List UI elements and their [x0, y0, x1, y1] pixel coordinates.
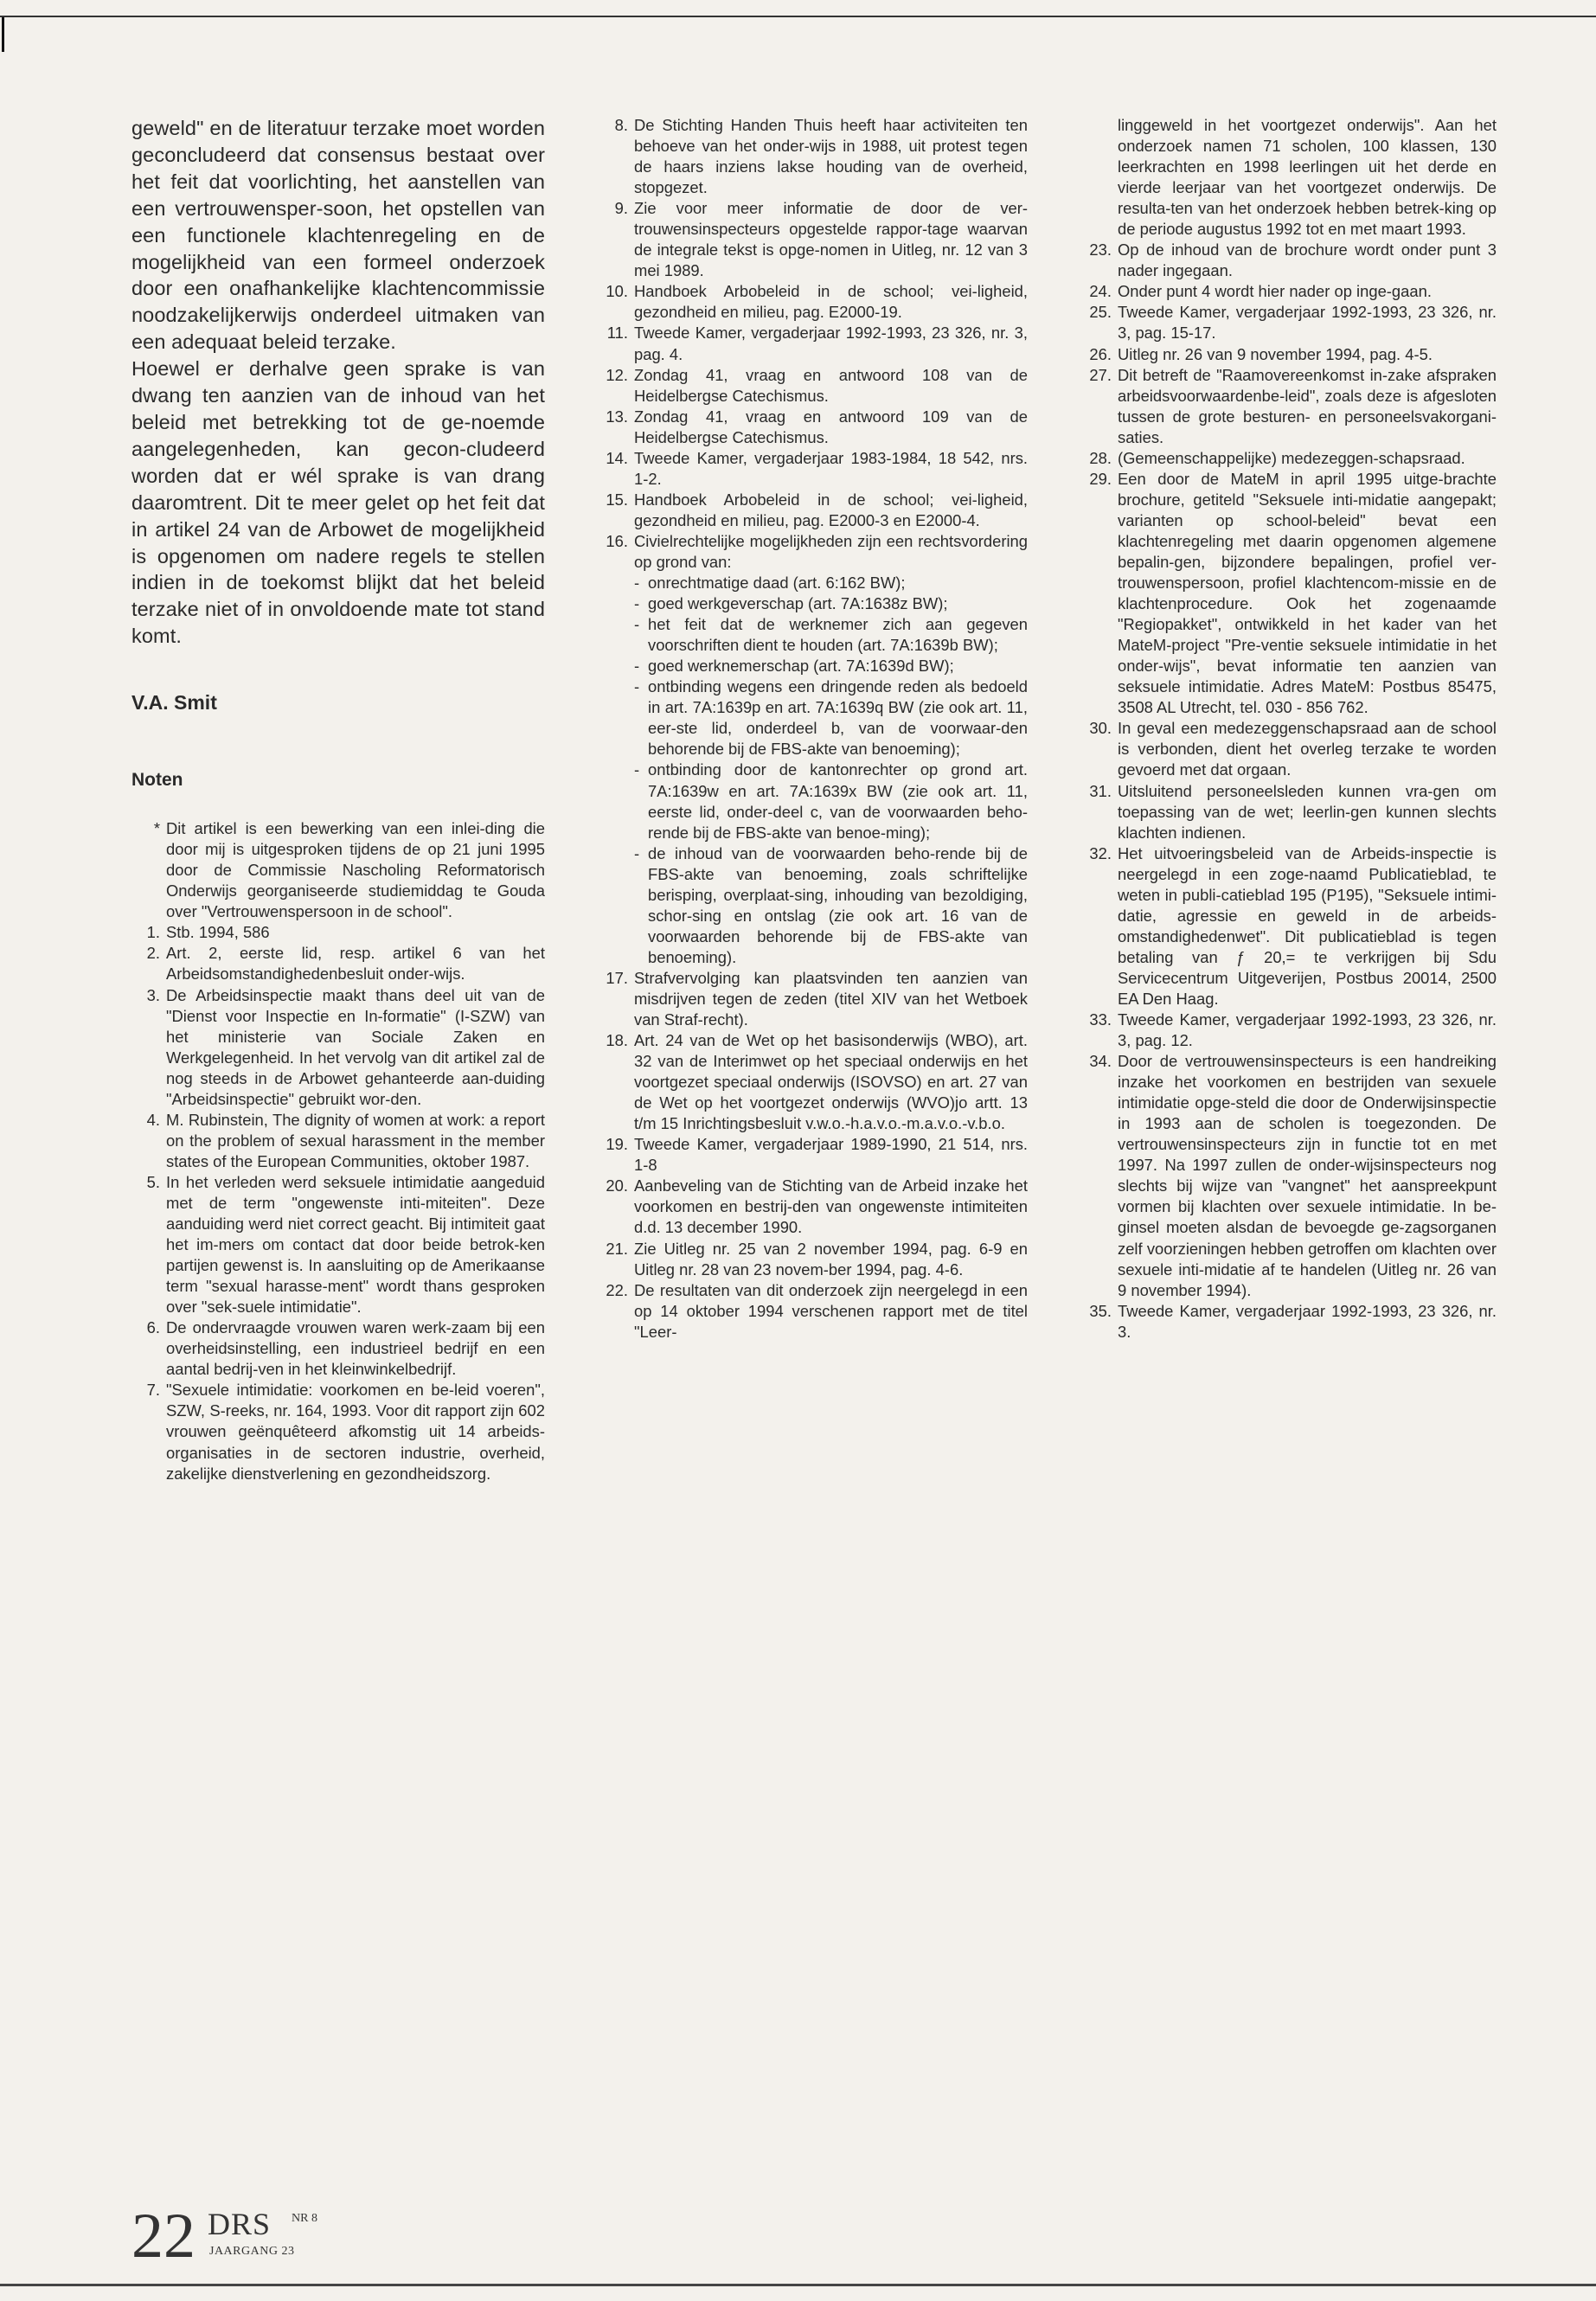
list-item-text: onrechtmatige daad (art. 6:162 BW);: [648, 574, 906, 593]
footnote: [131, 1110, 545, 1172]
footnote-text: Zie Uitleg nr. 25 van 2 november 1994, pag. 6-9 en Uitleg nr. 28 van 23 novem-ber 1994, pag. 4-6.: [634, 1239, 1028, 1279]
column-3: [1083, 115, 1497, 1343]
footnote-number: 22.: [606, 1280, 628, 1299]
footnote: [1083, 1051, 1497, 1301]
footnote-text: Tweede Kamer, vergaderjaar 1992-1993, 23 326, nr. 3, pag. 15-17.: [1118, 303, 1497, 343]
footnote-text: (Gemeenschappelijke) medezeggen-schapsraad.: [1118, 448, 1465, 467]
footnote-text: Tweede Kamer, vergaderjaar 1992-1993, 23 326, nr. 3.: [1118, 1301, 1497, 1341]
footnote: [599, 1134, 1028, 1176]
footnote-number: 15.: [606, 490, 628, 509]
footnote-continuation: [1083, 115, 1497, 240]
footnote-number: 31.: [1089, 781, 1112, 800]
footnote: [599, 115, 1028, 198]
bottom-rule: [0, 2284, 1596, 2286]
notes-heading: Noten: [131, 770, 183, 791]
body-paragraph: geweld" en de literatuur terzake moet worden geconcludeerd dat consensus bestaat over het feit dat voorlichting, het aanstellen van een vertrouwensper-soon, het opstellen van een functionele klachtenregeling en de mogelijkheid van een formeel onderzoek door een onafhankelijke klachtencommissie noodzakelijkerwijs onderdeel uitmaken van een adequaat beleid terzake.: [131, 117, 545, 354]
footnote-text: Tweede Kamer, vergaderjaar 1983-1984, 18 542, nrs. 1-2.: [634, 448, 1028, 488]
footnote-text: Tweede Kamer, vergaderjaar 1989-1990, 21 514, nrs. 1-8: [634, 1135, 1028, 1175]
footnote-text: De Stichting Handen Thuis heeft haar activiteiten ten behoeve van het onder-wijs in 1988, uit protest tegen de haars inziens lakse houding van de overheid, stopgezet.: [634, 116, 1028, 197]
footnote-text: Door de vertrouwensinspecteurs is een handreiking inzake het voorkomen en bestrijden van sexuele intimidatie opge-steld die door de Onderwijsinspectie in 1993 aan de scholen is toegezonden. De vertrouwensinspecteurs zijn in functie tot en met 1997. Na 1997 zullen de onder-wijsinspecteurs nog slechts bij wijze van "vangnet" het aanspreekpunt vormen bij klachten over sexuele intimidatie. In be-ginsel moeten alsdan de bevoegde ge-zagsorganen zelf voorzieningen hebben getroffen om klachten over sexuele inti-midatie af te handelen (Uitleg nr. 26 van 9 november 1994).: [1118, 1052, 1497, 1299]
footnote-text: Het uitvoeringsbeleid van de Arbeids-inspectie is neergelegd in een zoge-naamd Publicatieblad, te weten in publi-catieblad 195 (P195), "Seksuele intimi-datie, agressie en geweld in de arbeids-omstandighedenwet". Dit publicatieblad is tegen betaling van ƒ 20,= te verkrijgen bij Sdu Servicecentrum Uitgeverijen, Postbus 20014, 2500 EA Den Haag.: [1118, 843, 1497, 1008]
footnote-number: 19.: [606, 1135, 628, 1154]
footnote-text: Op de inhoud van de brochure wordt onder punt 3 nader ingegaan.: [1118, 240, 1497, 280]
body-paragraph: Hoewel er derhalve geen sprake is van dwang ten aanzien van de inhoud van het beleid met betrekking tot de ge-noemde aangelegenheden, kan gecon-cludeerd worden dat er wél sprake is van drang daaromtrent. Dit te meer gelet op het feit dat in artikel 24 van de Arbowet de mogelijkheid is opgenomen om nadere regels te stellen indien in de toekomst blijkt dat het beleid terzake niet of in onvoldoende mate tot stand komt.: [131, 357, 545, 648]
footnote-text: Uitleg nr. 26 van 9 november 1994, pag. 4-5.: [1118, 344, 1433, 363]
footnote-list-item: - goed werkgeverschap (art. 7A:1638z BW);: [634, 593, 1028, 614]
footnote-number: 21.: [606, 1239, 628, 1258]
author-name: V.A. Smit: [131, 691, 217, 715]
footnote-text: Een door de MateM in april 1995 uitge-brachte brochure, getiteld "Seksuele inti-midatie aangepakt; varianten op school-beleid" bevat een klachtenregeling met daarin opgenomen algemene bepalin-gen, bijzondere bepalingen, profiel ver-trouwenspersoon, profiel klachtencom-missie en de klachtenprocedure. Ook het zogenaamde "Regiopakket", ontwikkeld in het kader van het MateM-project "Pre-ventie seksuele intimidatie in het onder-wijs", bevat informatie ten aanzien van seksuele intimidatie. Adres MateM: Postbus 85475, 3508 AL Utrecht, tel. 030 - 856 762.: [1118, 469, 1497, 717]
footnote-number: 20.: [606, 1176, 628, 1195]
footnote-number: 14.: [606, 448, 628, 467]
footnote-number: 3.: [146, 985, 160, 1004]
footnote-number: 16.: [606, 531, 628, 550]
footnote-number: 13.: [606, 407, 628, 426]
footnote: [131, 922, 545, 943]
journal-name: DRS: [208, 2207, 272, 2241]
footnote-list-item: - onrechtmatige daad (art. 6:162 BW);: [634, 573, 1028, 593]
footnote-number: 32.: [1089, 843, 1112, 862]
footnote-number: 2.: [146, 944, 160, 963]
footnote-number: 28.: [1089, 448, 1112, 467]
footnote: [131, 1317, 545, 1380]
footnote-text: Tweede Kamer, vergaderjaar 1992-1993, 23 326, nr. 3, pag. 12.: [1118, 1010, 1497, 1050]
footnote-text: linggeweld in het voortgezet onderwijs". Aan het onderzoek namen 71 scholen, 100 klassen, 130 leerkrachten en 1998 leerlingen uit het derde en vierde leerjaar van het voortgezet onderwijs. De resulta-ten van het onderzoek hebben betrek-king op de periode augustus 1992 tot en met maart 1993.: [1118, 116, 1497, 239]
footnote-text: Handboek Arbobeleid in de school; vei-ligheid, gezondheid en milieu, pag. E2000-3 en E2000-4.: [634, 490, 1028, 529]
footnote: [599, 365, 1028, 407]
footnote-text: Uitsluitend personeelsleden kunnen vra-gen om toepassing van de wet; leerlin-gen kunnen slechts klachten indienen.: [1118, 781, 1497, 842]
footnote-text: In geval een medezeggenschapsraad aan de school is verbonden, dient het overleg terzake te worden gevoerd met dat orgaan.: [1118, 719, 1497, 779]
footnote: [599, 407, 1028, 448]
footnote-number: 23.: [1089, 240, 1112, 260]
footnote-text: Civielrechtelijke mogelijkheden zijn een rechtsvordering op grond van:: [634, 531, 1028, 571]
footnote: [599, 1239, 1028, 1280]
footnote: [131, 1172, 545, 1317]
footnote-text: De resultaten van dit onderzoek zijn neergelegd in een op 14 oktober 1994 verschenen rapport met de titel "Leer-: [634, 1280, 1028, 1341]
page-footer: [131, 2201, 355, 2272]
footnote-number: 12.: [606, 365, 628, 384]
footnote: [131, 1380, 545, 1484]
footnote-number: 4.: [146, 1110, 160, 1129]
footnote: [599, 531, 1028, 968]
footnote: [599, 968, 1028, 1030]
footnote-list-item: - het feit dat de werknemer zich aan gegeven voorschriften dient te houden (art. 7A:1639b BW);: [634, 614, 1028, 656]
footnote-list-item: - ontbinding wegens een dringende reden als bedoeld in art. 7A:1639p en art. 7A:1639q BW (zie ook art. 11, eer-ste lid, onderdeel b, van de voorwaar-den behorende bij de FBS-akte van benoeming);: [634, 676, 1028, 760]
list-item-text: goed werknemerschap (art. 7A:1639d BW);: [648, 657, 954, 676]
column-1: [131, 115, 545, 1484]
footnote-text: Zondag 41, vraag en antwoord 108 van de Heidelbergse Catechismus.: [634, 365, 1028, 405]
page-edge-mark: [2, 17, 4, 52]
footnote: [1083, 1301, 1497, 1343]
footnote: [1083, 365, 1497, 448]
footnote: [1083, 302, 1497, 343]
issue-number: NR 8: [292, 2212, 317, 2225]
footnote-number: 29.: [1089, 469, 1112, 488]
footnote-text: Onder punt 4 wordt hier nader op inge-gaan.: [1118, 282, 1432, 301]
footnote-text: Aanbeveling van de Stichting van de Arbeid inzake het voorkomen en bestrij-den van ongewenste intimiteiten d.d. 13 december 1990.: [634, 1176, 1028, 1237]
footnote-number: 30.: [1089, 719, 1112, 738]
footnote-number: *: [153, 819, 160, 838]
list-item-text: de inhoud van de voorwaarden beho-rende bij de FBS-akte van benoeming, zoals schriftelijke berisping, overplaat-sing, inhouding van bezoldiging, schor-sing en ontslag (zie ook art. 16 van de voorwaarden behorende bij de FBS-akte van benoeming).: [648, 843, 1028, 966]
footnote-number: 10.: [606, 282, 628, 301]
volume-label: JAARGANG 23: [209, 2245, 295, 2258]
footnote-text: "Sexuele intimidatie: voorkomen en be-leid voeren", SZW, S-reeks, nr. 164, 1993. Voor dit rapport zijn 602 vrouwen geënquêteerd afkomstig uit 14 arbeids-organisaties in de sectoren industrie, overheid, zakelijke dienstverlening en gezondheidszorg.: [166, 1381, 545, 1483]
footnote-number: 8.: [614, 116, 628, 134]
top-rule: [0, 16, 1596, 17]
list-item-text: ontbinding door de kantonrechter op grond art. 7A:1639w en art. 7A:1639x BW (zie ook art. 11, eerste lid, onder-deel c, van de voorwaarden beho-rende bij de FBS-akte van benoe-ming);: [648, 760, 1028, 842]
footnote: [599, 1030, 1028, 1134]
footnote-text: Zondag 41, vraag en antwoord 109 van de Heidelbergse Catechismus.: [634, 407, 1028, 446]
footnote-text: De ondervraagde vrouwen waren werk-zaam bij een overheidsinstelling, een industrieel bedrijf en een aantal bedrij-ven in het kleinwinkelbedrijf.: [166, 1318, 545, 1379]
footnote: [599, 198, 1028, 281]
footnote: [599, 490, 1028, 531]
footnote-body: [634, 531, 1028, 968]
footnote: [131, 818, 545, 922]
footnote-number: 9.: [614, 199, 628, 218]
footnote: [1083, 1009, 1497, 1051]
footnote-text: Art. 2, eerste lid, resp. artikel 6 van het Arbeidsomstandighedenbesluit onder-wijs.: [166, 944, 545, 984]
footnote-text: Art. 24 van de Wet op het basisonderwijs (WBO), art. 32 van de Interimwet op het speciaal onderwijs en het voortgezet speciaal onderwijs (ISOVSO) en art. 27 van de Wet op het voortgezet onderwijs (WVO)jo artt. 13 t/m 15 Inrichtingsbesluit v.w.o.-h.a.v.o.-m.a.v.o.-v.b.o.: [634, 1031, 1028, 1133]
footnote-number: 25.: [1089, 303, 1112, 322]
footnote-number: 18.: [606, 1031, 628, 1050]
footnote: [1083, 469, 1497, 719]
footnote: [1083, 344, 1497, 365]
footnote: [599, 323, 1028, 364]
footnote-text: In het verleden werd seksuele intimidatie aangeduid met de term "ongewenste inti-miteiten". Deze aanduiding werd niet correct geacht. Bij intimiteit gaat het im-mers om contact dat door beide betrok-ken partijen gewenst is. In aansluiting op de Amerikaanse term "sexual harasse-ment" wordt thans gesproken over "sek-suele intimidatie".: [166, 1172, 545, 1317]
journal-masthead: [208, 2208, 355, 2264]
footnote-text: Stb. 1994, 586: [166, 923, 270, 942]
footnote: [599, 281, 1028, 323]
list-item-text: goed werkgeverschap (art. 7A:1638z BW);: [648, 594, 948, 613]
footnote: [131, 985, 545, 1110]
footnote: [1083, 281, 1497, 302]
footnote-number: 33.: [1089, 1010, 1112, 1029]
footnote: [1083, 843, 1497, 1009]
footnote-number: 6.: [146, 1318, 160, 1337]
footnote: [599, 448, 1028, 490]
footnote-number: 7.: [146, 1381, 160, 1400]
footnote-text: M. Rubinstein, The dignity of women at work: a report on the problem of sexual harassment in the member states of the European Communities, oktober 1987.: [166, 1110, 545, 1170]
footnote-list-item: - de inhoud van de voorwaarden beho-rende bij de FBS-akte van benoeming, zoals schriftelijke berisping, overplaat-sing, inhouding van bezoldiging, schor-sing en ontslag (zie ook art. 16 van de voorwaarden behorende bij de FBS-akte van benoeming).: [634, 843, 1028, 968]
footnote: [1083, 781, 1497, 843]
footnote: [131, 943, 545, 984]
footnote: [1083, 448, 1497, 469]
footnote-number: 1.: [146, 923, 160, 942]
footnote: [1083, 240, 1497, 281]
footnote-text: Handboek Arbobeleid in de school; vei-ligheid, gezondheid en milieu, pag. E2000-19.: [634, 282, 1028, 322]
list-item-text: ontbinding wegens een dringende reden als bedoeld in art. 7A:1639p en art. 7A:1639q BW (zie ook art. 11, eer-ste lid, onderdeel b, van de voorwaar-den behorende bij de FBS-akte van benoeming);: [648, 677, 1028, 759]
footnote-number: 17.: [606, 968, 628, 987]
footnote-text: Zie voor meer informatie de door de ver-trouwensinspecteurs opgestelde rappor-tage waarvan de integrale tekst is opge-nomen in Uitleg, nr. 12 van 3 mei 1989.: [634, 199, 1028, 280]
footnote-number: 27.: [1089, 365, 1112, 384]
footnote-number: 35.: [1089, 1301, 1112, 1320]
list-item-text: het feit dat de werknemer zich aan gegeven voorschriften dient te houden (art. 7A:1639b BW);: [648, 615, 1028, 655]
footnote-text: Dit betreft de "Raamovereenkomst in-zake afspraken arbeidsvoorwaardenbe-leid", zoals deze is afgesloten tussen de grote besturen- en personeelsvakorgani-saties.: [1118, 365, 1497, 446]
footnote-number: 5.: [146, 1172, 160, 1191]
footnote-number: 11.: [606, 324, 628, 343]
footnote: [599, 1280, 1028, 1343]
page-number: 22: [131, 2201, 195, 2272]
column-2: [599, 115, 1028, 1343]
footnote-list-item: - ontbinding door de kantonrechter op grond art. 7A:1639w en art. 7A:1639x BW (zie ook art. 11, eerste lid, onder-deel c, van de voorwaarden beho-rende bij de FBS-akte van benoe-ming);: [634, 760, 1028, 843]
footnote-text: Dit artikel is een bewerking van een inlei-ding die door mij is uitgesproken tijdens de op 21 juni 1995 door de Commissie Nascholing Reformatorisch Onderwijs georganiseerde studiemiddag te Gouda over "Vertrouwenspersoon in de school".: [166, 819, 545, 921]
footnote-list-item: - goed werknemerschap (art. 7A:1639d BW);: [634, 656, 1028, 676]
footnote-text: Tweede Kamer, vergaderjaar 1992-1993, 23 326, nr. 3, pag. 4.: [634, 324, 1028, 363]
footnote-number: 26.: [1089, 344, 1112, 363]
footnote-text: De Arbeidsinspectie maakt thans deel uit van de "Dienst voor Inspectie en In-formatie" (I-SZW) van het ministerie van Sociale Zaken en Werkgelegenheid. In het vervolg van dit artikel zal de nog steeds in de Arbowet gehanteerde aan-duiding "Arbeidsinspectie" gebruikt wor-den.: [166, 985, 545, 1108]
footnote-number: 34.: [1089, 1052, 1112, 1071]
footnote-number: 24.: [1089, 282, 1112, 301]
footnote-text: Strafvervolging kan plaatsvinden ten aanzien van misdrijven tegen de zeden (titel XIV van het Wetboek van Straf-recht).: [634, 968, 1028, 1029]
footnote: [1083, 718, 1497, 780]
footnote: [599, 1176, 1028, 1238]
